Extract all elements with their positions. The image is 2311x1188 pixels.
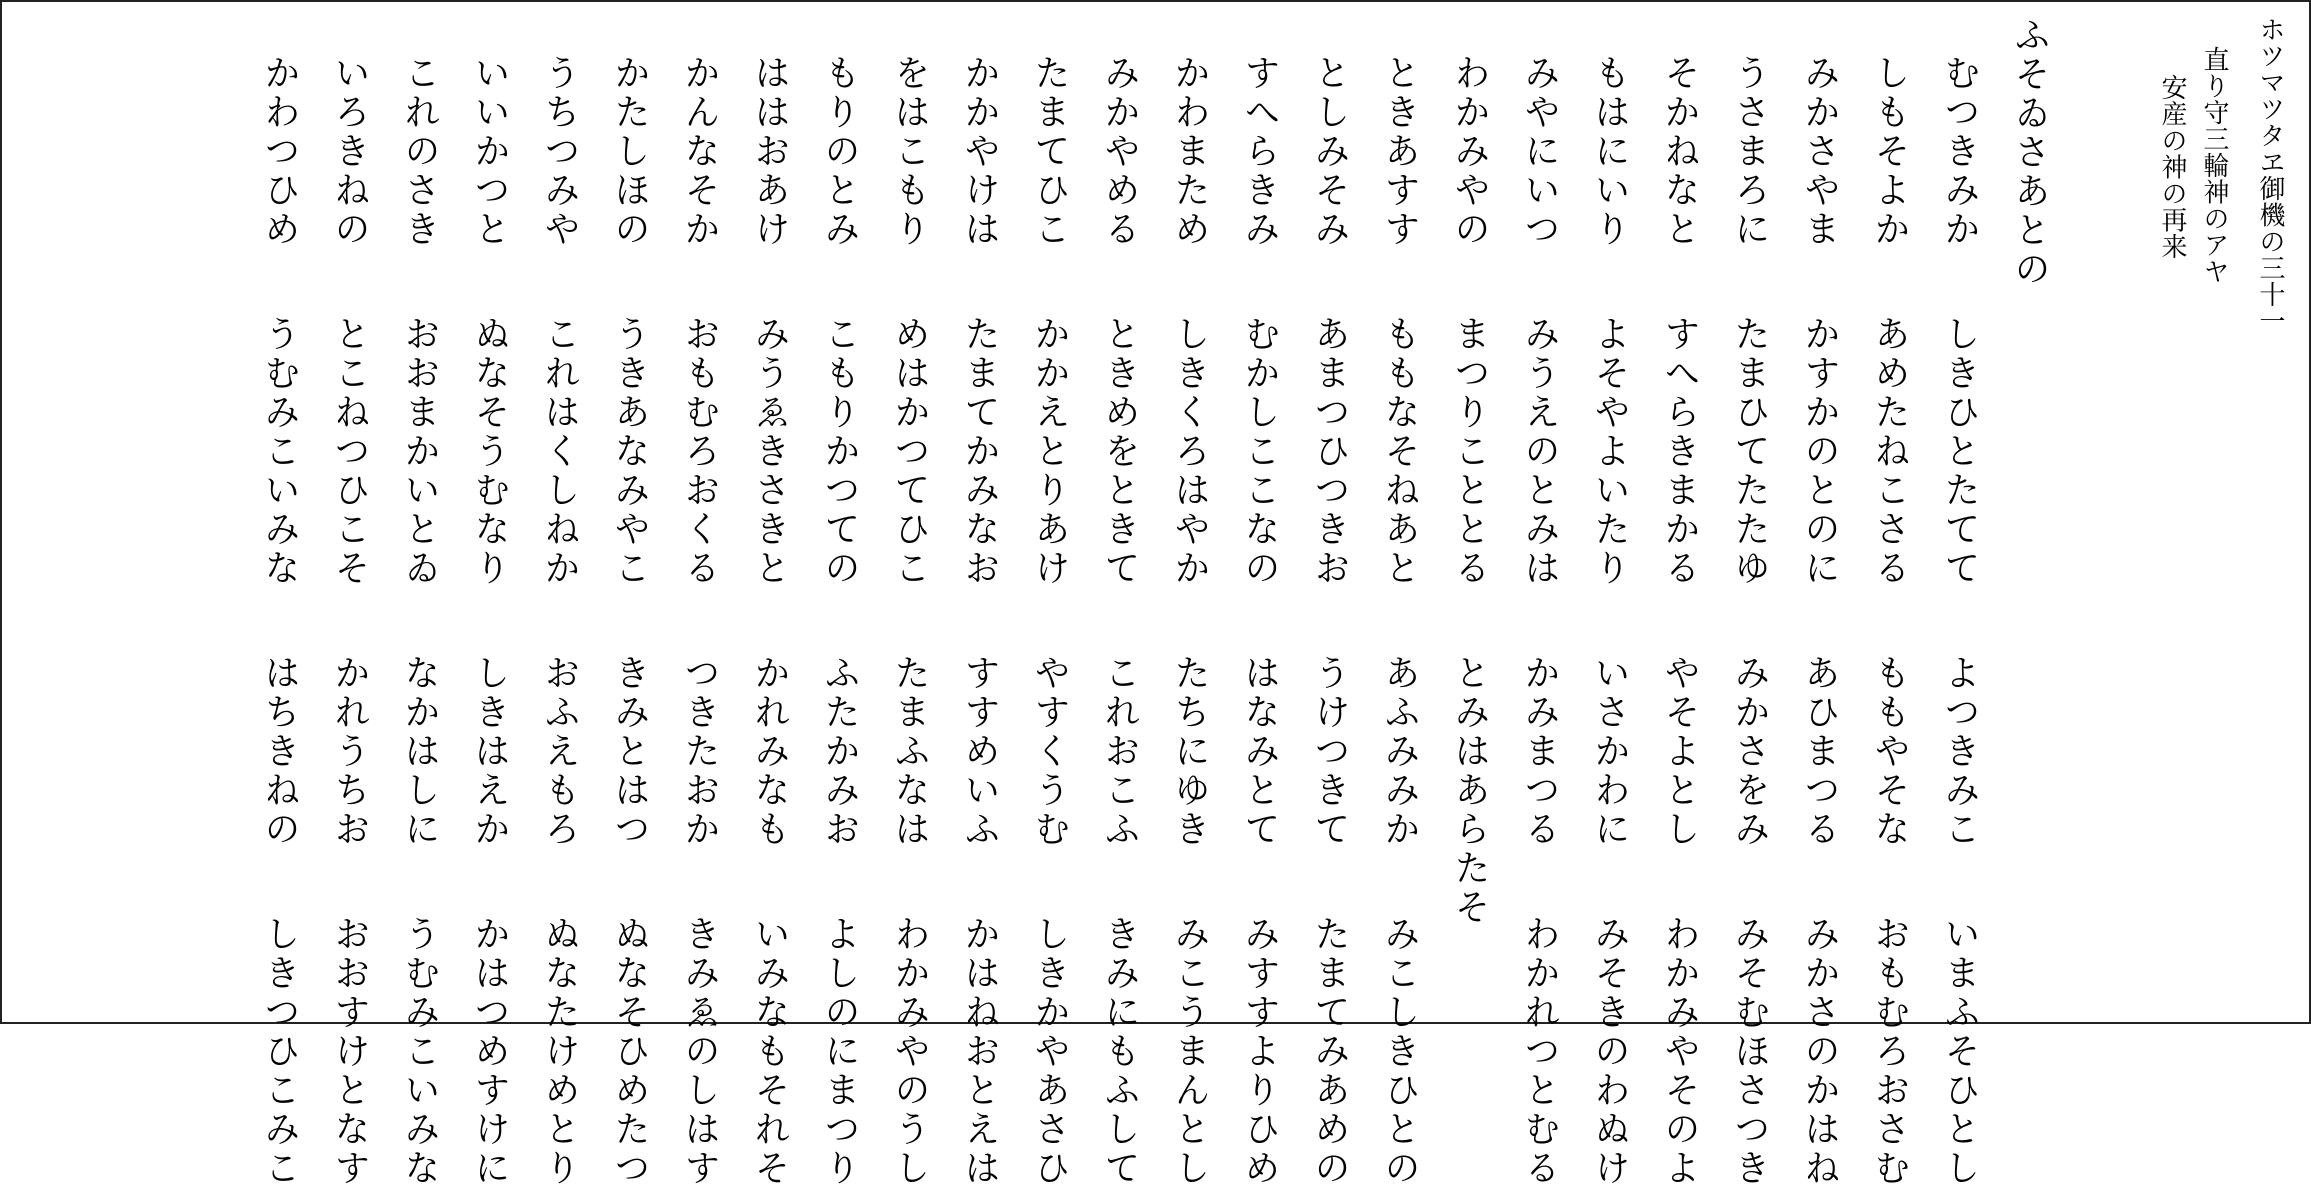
verse-phrase: しきはえか — [469, 654, 510, 849]
verse-line — [609, 54, 650, 1188]
verse-phrase: かみまつる — [1519, 654, 1560, 849]
verse-phrase: しきかやあさひ — [1029, 915, 1070, 1188]
verse-phrase: みかやめる — [1099, 54, 1140, 249]
verse-phrase: これおこふ — [1099, 654, 1140, 849]
verse-phrase: よつきみこ — [1939, 654, 1980, 849]
verse-phrase: たまてみあめの — [1309, 915, 1350, 1188]
verse-phrase: みすすよりひめ — [1239, 915, 1280, 1188]
verse-line — [329, 54, 370, 1188]
verse-phrase: あめたねこさる — [1869, 315, 1910, 588]
verse-line — [819, 54, 860, 1188]
verse-phrase: すへらきみ — [1239, 54, 1280, 249]
verse-line — [1659, 54, 1700, 1188]
verse-phrase: あふみみか — [1379, 654, 1420, 849]
verse-phrase: いさかわに — [1589, 654, 1630, 849]
verse-phrase: うさまろに — [1729, 54, 1770, 249]
verse-phrase: きみとはつ — [609, 654, 650, 849]
verse-phrase: みこしきひとの — [1379, 915, 1420, 1188]
verse-line — [1799, 54, 1840, 1188]
verse-phrase: すすめいふ — [959, 654, 1000, 849]
verse-line — [1379, 54, 1420, 1188]
verse-phrase: かれみなも — [749, 654, 790, 849]
verse-phrase: ははおあけ — [749, 54, 790, 249]
document-subtitle-2: 安産の神の再来 — [2157, 74, 2187, 260]
verse-phrase: ときめをときて — [1099, 315, 1140, 588]
verse-phrase: みそきのわぬけ — [1589, 915, 1630, 1188]
verse-phrase: かかえとりあけ — [1029, 315, 1070, 588]
verse-phrase: かかやけは — [959, 54, 1000, 249]
verse-phrase: としみそみ — [1309, 54, 1350, 249]
verse-phrase: かたしほの — [609, 54, 650, 249]
verse-phrase: きみにもふして — [1099, 915, 1140, 1188]
verse-phrase: こもりかつての — [819, 315, 860, 588]
verse-phrase: わかみやの — [1449, 54, 1490, 249]
verse-phrase: もりのとみ — [819, 54, 860, 249]
verse-phrase: ふたかみお — [819, 654, 860, 849]
verse-phrase: ぬなたけめとり — [539, 915, 580, 1188]
verse-phrase: よしのにまつり — [819, 915, 860, 1188]
verse-phrase: とこねつひこそ — [329, 315, 370, 588]
verse-phrase: はちきねの — [259, 654, 300, 849]
verse-phrase: たまてかみなお — [959, 315, 1000, 588]
verse-phrase: むつきみか — [1939, 54, 1980, 249]
verse-phrase: おふえもろ — [539, 654, 580, 849]
verse-phrase: おもむろおくる — [679, 315, 720, 588]
verse-phrase: はなみとて — [1239, 654, 1280, 849]
document-title: ホツマツタヱ御機の三十一 — [2255, 16, 2285, 335]
verse-phrase: めはかつてひこ — [889, 315, 930, 588]
verse-phrase: かれうちお — [329, 654, 370, 849]
verse-line — [1449, 54, 1490, 993]
verse-phrase: みやにいつ — [1519, 54, 1560, 249]
verse-phrase: おおまかいとゐ — [399, 315, 440, 588]
verse-phrase: もはにいり — [1589, 54, 1630, 249]
verse-phrase: いろきねの — [329, 54, 370, 249]
verse-phrase: まつりこととる — [1449, 315, 1490, 588]
verse-phrase: わかれつとむる — [1519, 915, 1560, 1188]
verse-phrase: しきひとたてて — [1939, 315, 1980, 588]
verse-phrase: をはこもり — [889, 54, 930, 249]
verse-phrase: ももなそねあと — [1379, 315, 1420, 588]
verse-phrase: これはくしねか — [539, 315, 580, 588]
verse-phrase: よそやよいたり — [1589, 315, 1630, 588]
verse-line — [399, 54, 440, 1188]
verse-phrase: たまてひこ — [1029, 54, 1070, 249]
verse-line — [1029, 54, 1070, 1188]
verse-line — [469, 54, 510, 1188]
verse-line — [749, 54, 790, 1188]
verse-line — [1239, 54, 1280, 1188]
verse-phrase: みかさのかはね — [1799, 915, 1840, 1188]
verse-phrase: みそむほさつき — [1729, 915, 1770, 1188]
verse-phrase: つきたおか — [679, 654, 720, 849]
verse-phrase: みうゑきさきと — [749, 315, 790, 588]
verse-line — [1939, 54, 1980, 1188]
verse-phrase: みかさやま — [1799, 54, 1840, 249]
verse-phrase: ももやそな — [1869, 654, 1910, 849]
verse-heading: ふそゐさあとの — [2009, 16, 2050, 289]
document-subtitle: 直り守三輪神のアヤ — [2199, 46, 2229, 285]
verse-phrase: これのさき — [399, 54, 440, 249]
verse-phrase: とみはあらたそ — [1449, 654, 1490, 927]
verse-line — [959, 54, 1000, 1188]
verse-phrase: そかねなと — [1659, 54, 1700, 249]
verse-phrase: たちにゆき — [1169, 654, 1210, 849]
verse-phrase: かすかのとのに — [1799, 315, 1840, 588]
verse-phrase: みかさをみ — [1729, 654, 1770, 849]
verse-line — [1169, 54, 1210, 1188]
verse-line — [259, 54, 300, 1188]
verse-phrase: あまつひつきお — [1309, 315, 1350, 588]
verse-phrase: うきあなみやこ — [609, 315, 650, 588]
verse-line — [539, 54, 580, 1188]
verse-phrase: しきつひこみこ — [259, 915, 300, 1188]
verse-phrase: かはねおとえは — [959, 915, 1000, 1188]
verse-phrase: わかみやそのよ — [1659, 915, 1700, 1188]
verse-line — [1309, 54, 1350, 1188]
verse-phrase: おおすけとなす — [329, 915, 370, 1188]
verse-phrase: いいかつと — [469, 54, 510, 249]
verse-phrase: なかはしに — [399, 654, 440, 849]
verse-phrase: かわつひめ — [259, 54, 300, 249]
verse-phrase: ぬなそひめたつ — [609, 915, 650, 1188]
verse-line — [1729, 54, 1770, 1188]
verse-phrase: むかしここなの — [1239, 315, 1280, 588]
verse-phrase: みこうまんとし — [1169, 915, 1210, 1188]
verse-phrase: うけつきて — [1309, 654, 1350, 849]
verse-line — [1519, 54, 1560, 1188]
verse-phrase: やそよとし — [1659, 654, 1700, 849]
verse-phrase: かわまため — [1169, 54, 1210, 249]
verse-phrase: うむみこいみな — [259, 315, 300, 588]
verse-phrase: たまひてたたゆ — [1729, 315, 1770, 588]
verse-line — [679, 54, 720, 1188]
verse-line — [1589, 54, 1630, 1188]
verse-phrase: いみなもそれそ — [749, 915, 790, 1188]
verse-phrase: あひまつる — [1799, 654, 1840, 849]
verse-phrase: やすくうむ — [1029, 654, 1070, 849]
verse-phrase: みうえのとみは — [1519, 315, 1560, 588]
verse-phrase: しきくろはやか — [1169, 315, 1210, 588]
verse-phrase: うむみこいみな — [399, 915, 440, 1188]
verse-phrase: かはつめすけに — [469, 915, 510, 1188]
verse-phrase: ぬなそうむなり — [469, 315, 510, 588]
verse-line — [1099, 54, 1140, 1188]
verse-phrase: わかみやのうし — [889, 915, 930, 1188]
verse-phrase: すへらきまかる — [1659, 315, 1700, 588]
verse-line — [889, 54, 930, 1188]
verse-phrase: おもむろおさむ — [1869, 915, 1910, 1188]
verse-phrase: いまふそひとし — [1939, 915, 1980, 1188]
verse-phrase: ときあすす — [1379, 54, 1420, 249]
verse-phrase: たまふなは — [889, 654, 930, 849]
verse-line — [1869, 54, 1910, 1188]
verse-phrase: かんなそか — [679, 54, 720, 249]
verse-phrase: しもそよか — [1869, 54, 1910, 249]
verse-phrase: うちつみや — [539, 54, 580, 249]
verse-phrase: きみゑのしはす — [679, 915, 720, 1188]
